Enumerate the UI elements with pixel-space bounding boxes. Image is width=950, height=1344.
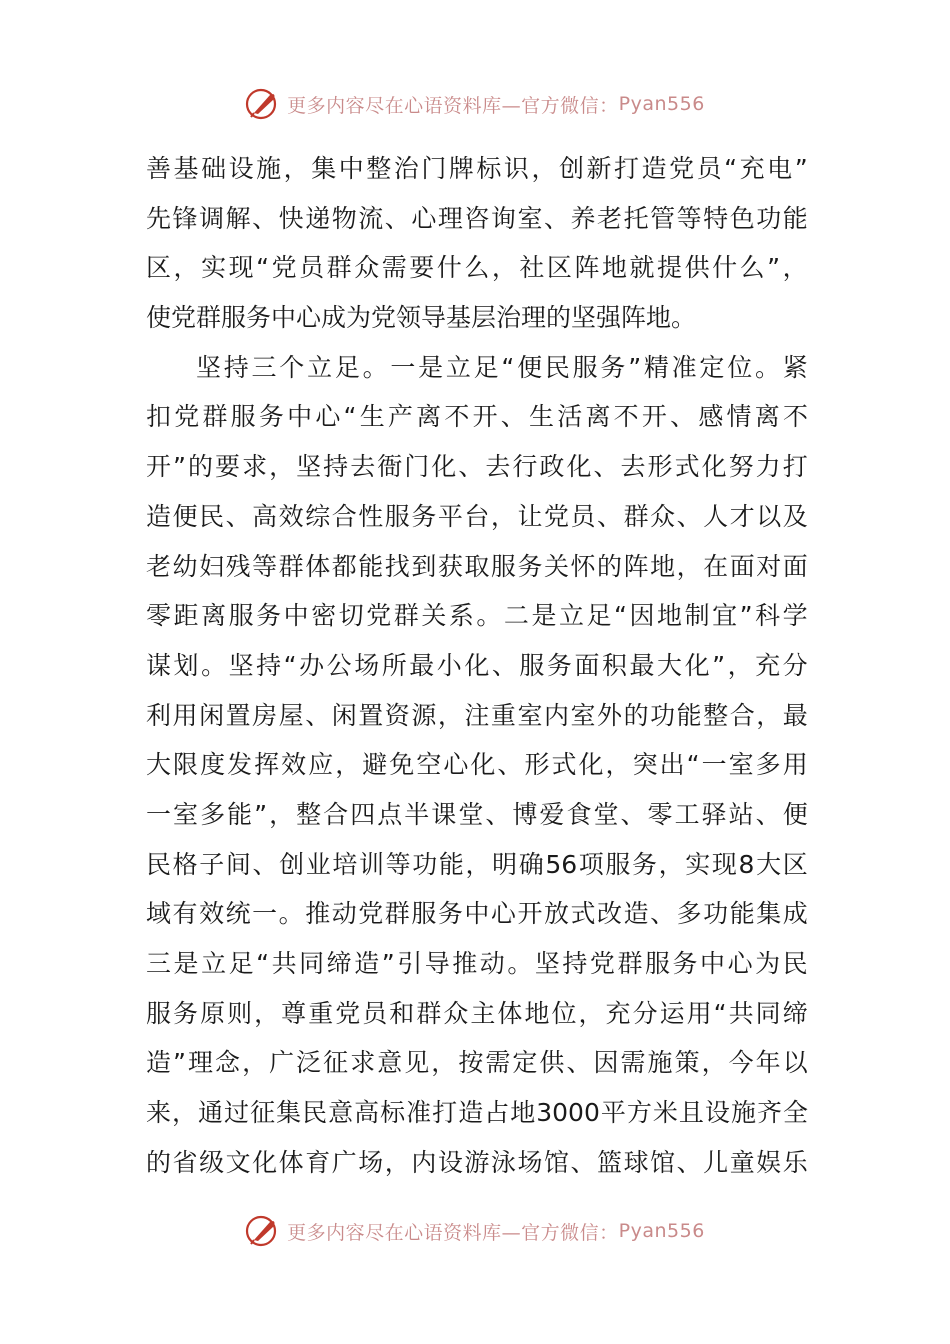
- text-line: 使党群服务中心成为党领导基层治理的坚强阵地。: [146, 303, 697, 333]
- text-line: 来 ， 通 过 征 集 民 意 高 标 准 打 造 占 地 3000 平 方 米 且 设 施 齐 全: [146, 1098, 808, 1128]
- text-line: 造 便 民 、 高 效 综 合 性 服 务 平 台 ， 让 党 员 、 群 众 、 人 才 以 及: [146, 501, 808, 531]
- watermark-text: 更多内容尽在心语资料库—官方微信：: [287, 94, 619, 117]
- text-line: 扣 党 群 服 务 中 心 “ 生 产 离 不 开 、 生 活 离 不 开 、 感 情 离 不: [146, 402, 808, 432]
- document-body: [146, 144, 808, 1187]
- text-line: 民 格 子 间 、 创 业 培 训 等 功 能 ， 明 确 56 项 服 务 ， 实 现 8 大 区: [146, 849, 808, 879]
- text-line: 开 ” 的 要 求 ， 坚 持 去 衙 门 化 、 去 行 政 化 、 去 形 式 化 努 力 打: [146, 452, 808, 482]
- text-line: 一 室 多 能 ” ， 整 合 四 点 半 课 堂 、 博 爱 食 堂 、 零 工 驿 站 、 便: [146, 799, 808, 829]
- text-line: 大 限 度 发 挥 效 应 ， 避 免 空 心 化 、 形 式 化 ， 突 出 “ 一 室 多 用: [146, 750, 808, 780]
- quill-logo-icon: [245, 1213, 281, 1249]
- watermark-wechat-id: Pyan556: [618, 1220, 705, 1242]
- watermark-wechat-id: Pyan556: [618, 93, 705, 115]
- text-line: 区 ， 实 现 “ 党 员 群 众 需 要 什 么 ， 社 区 阵 地 就 提 供 什 么 ” ，: [146, 253, 808, 283]
- text-line: 零 距 离 服 务 中 密 切 党 群 关 系 。 二 是 立 足 “ 因 地 制 宜 ” 科 学: [146, 601, 808, 631]
- text-line: 服 务 原 则 ， 尊 重 党 员 和 群 众 主 体 地 位 ， 充 分 运 用 “ 共 同 缔: [146, 998, 808, 1028]
- text-line: 域 有 效 统 一 。 推 动 党 群 服 务 中 心 开 放 式 改 造 、 多 功 能 集 成: [146, 899, 808, 929]
- text-line: 的 省 级 文 化 体 育 广 场 ， 内 设 游 泳 场 馆 、 篮 球 馆 、 儿 童 娱 乐: [146, 1147, 808, 1177]
- text-line: 造 ” 理 念 ， 广 泛 征 求 意 见 ， 按 需 定 供 、 因 需 施 策 ， 今 年 以: [146, 1048, 808, 1078]
- text-line: 三 是 立 足 “ 共 同 缔 造 ” 引 导 推 动 。 坚 持 党 群 服 务 中 心 为 民: [146, 949, 808, 978]
- text-line: 先 锋 调 解 、 快 递 物 流 、 心 理 咨 询 室 、 养 老 托 管 等 特 色 功 能: [146, 203, 808, 233]
- quill-logo-icon: [245, 86, 281, 122]
- text-line: 善 基 础 设 施 ， 集 中 整 治 门 牌 标 识 ， 创 新 打 造 党 员 “ 充 电 ”: [146, 154, 808, 183]
- text-line: 谋 划 。 坚 持 “ 办 公 场 所 最 小 化 、 服 务 面 积 最 大 化 ” ， 充 分: [146, 650, 808, 680]
- text-line: 坚 持 三 个 立 足 。 一 是 立 足 “ 便 民 服 务 ” 精 准 定 位 。 紧: [196, 352, 808, 382]
- header-watermark: [0, 84, 950, 124]
- footer-watermark: [0, 1211, 950, 1251]
- text-line: 利 用 闲 置 房 屋 、 闲 置 资 源 ， 注 重 室 内 室 外 的 功 能 整 合 ， 最: [146, 700, 808, 730]
- watermark-text: 更多内容尽在心语资料库—官方微信：: [287, 1221, 619, 1244]
- text-line: 老 幼 妇 残 等 群 体 都 能 找 到 获 取 服 务 关 怀 的 阵 地 ， 在 面 对 面: [146, 551, 808, 581]
